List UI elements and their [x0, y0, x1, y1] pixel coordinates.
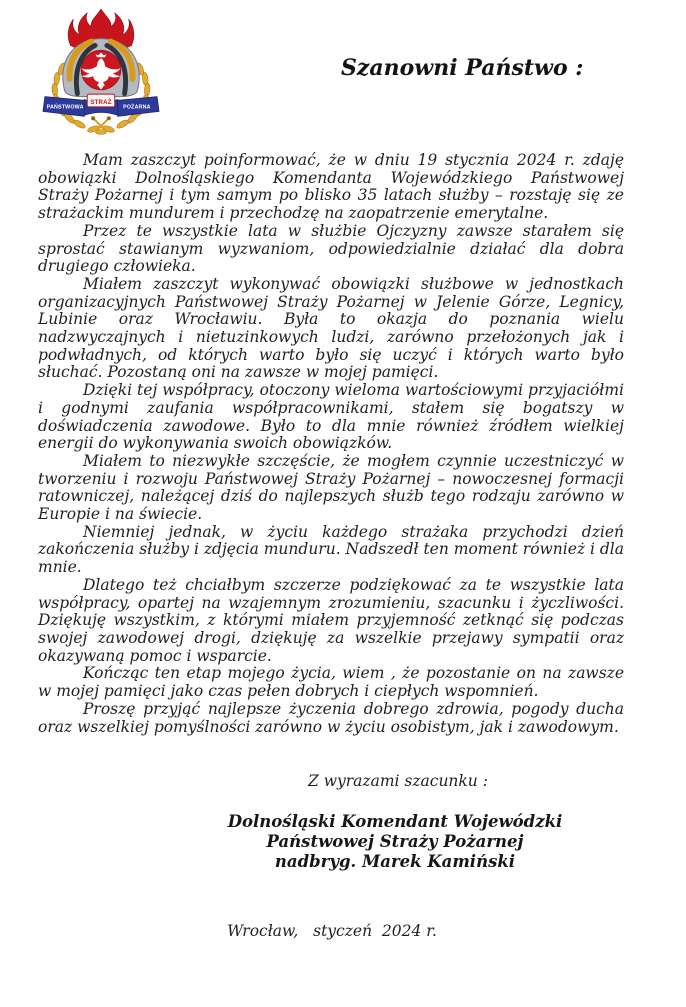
paragraph-7: Dlatego też chciałbym szczerze podziękować za te wszystkie lata współpracy, opartej na wzajemnym zrozumieniu, szacunku i życzliwości. Dziękuję wszystkim, z którymi miałem przyjemność zetknąć się podczas swojej zawodowej drogi, dziękuję za wszelkie przejawy sympatii oraz okazywaną pomoc i wsparcie. [38, 575, 624, 665]
psp-emblem-graphic [42, 8, 160, 138]
psp-fire-service-logo [42, 8, 160, 138]
paragraph-4: Dzięki tej współpracy, otoczony wieloma wartościowymi przyjaciółmi i godnymi zaufania współpracownikami, stałem się bogatszy w doświadczenia zawodowe. Było to dla mnie również źródłem wielkiej energii do wykonywania swoich obowiązków. [38, 381, 624, 453]
signature-line-org: Państwowej Straży Pożarnej [266, 832, 524, 851]
salutation-heading: Szanowni Państwo : [341, 55, 584, 81]
paragraph-6: Niemniej jednak, w życiu każdego strażaka przychodzi dzień zakończenia służby i zdjęcia munduru. Nadszedł ten moment również i dla mnie. [38, 522, 625, 577]
paragraph-3: Miałem zaszczyt wykonywać obowiązki służbowe w jednostkach organizacyjnych Państwowej Straży Pożarnej w Jelenie Górze, Legnicy, Lubinie oraz Wrocławiu. Była to okazja do poznania wielu nadzwyczajnych i nietuzinkowych ludzi, zarówno przełożonych jak i podwładnych, od których warto było się uczyć i których warto było słuchać. Pozostaną oni na zawsze w mojej pamięci. [38, 274, 624, 382]
place-date-line: Wrocław, styczeń 2024 r. [227, 922, 437, 940]
signature-line-name: nadbryg. Marek Kamiński [274, 852, 516, 871]
signature-block [109, 812, 681, 872]
banner-ribbon [43, 94, 159, 116]
paragraph-2: Przez te wszystkie lata w służbie Ojczyzny zawsze starałem się sprostać stawianym wyzwaniom, odpowiedzialnie działać dla dobra drugiego człowieka. [38, 221, 624, 276]
paragraph-5: Miałem to niezwykłe szczęście, że mogłem czynnie uczestniczyć w tworzeniu i rozwoju Państwowej Straży Pożarnej – nowoczesnej formacji ratowniczej, należącej dziś do najlepszych służb tego rodzaju zarówno w Europie i na świecie. [38, 451, 624, 524]
banner-word-straz: STRAŻ [90, 98, 112, 106]
paragraph-1: Mam zaszczyt poinformować, że w dniu 19 stycznia 2024 r. zdaję obowiązki Dolnośląskiego Komendanta Wojewódzkiego Państwowej Straży Pożarnej i tym samym po blisko 35 latach służby – rozstaję się ze strażackim mundurem i przechodzę na zaopatrzenie emerytalne. [38, 151, 624, 223]
banner-word-pozarna: POŻARNA [123, 104, 151, 111]
paragraph-8: Kończąc ten etap mojego życia, wiem , że pozostanie on na zawsze w mojej pamięci jako czas pełen dobrych i ciepłych wspomnień. [38, 664, 624, 701]
letter-body [38, 152, 624, 736]
paragraph-9: Proszę przyjąć najlepsze życzenia dobrego zdrowia, pogody ducha oraz wszelkiej pomyślności zarówno w życiu osobistym, jak i zawodowym. [38, 699, 624, 736]
banner-word-panstwowa: PAŃSTWOWA [46, 104, 84, 111]
signature-line-title: Dolnośląski Komendant Wojewódzki [227, 812, 563, 831]
closing-line: Z wyrazami szacunku : [308, 772, 488, 790]
